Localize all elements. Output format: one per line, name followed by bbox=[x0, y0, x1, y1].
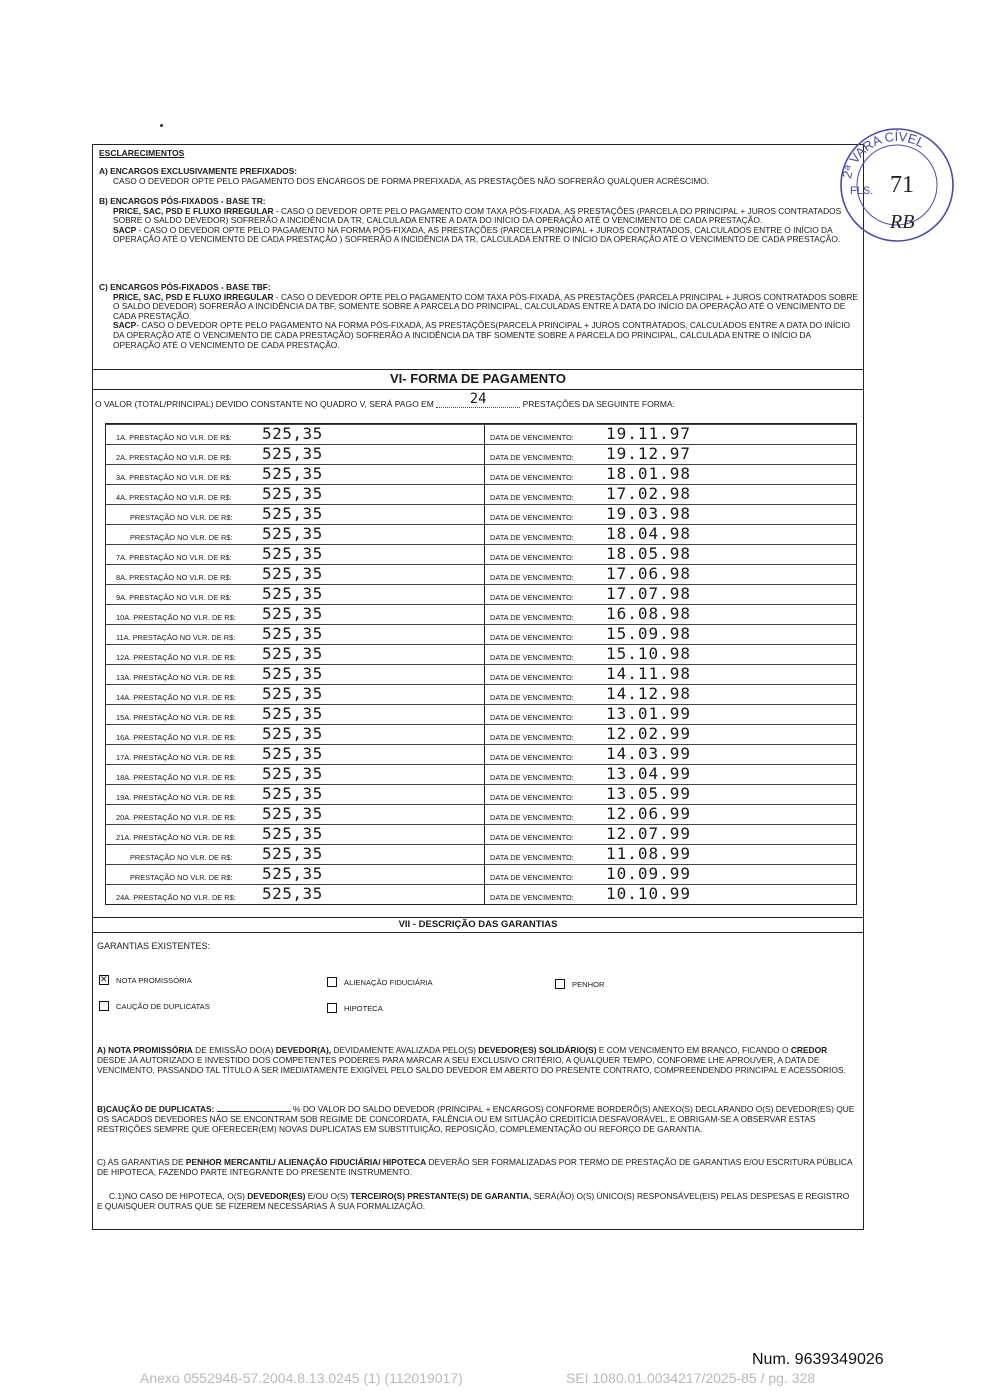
data-vencimento-valor: 14.12.98 bbox=[606, 684, 692, 703]
penhor-label: PENHOR bbox=[572, 979, 605, 989]
esclarecimentos-title: ESCLARECIMENTOS bbox=[99, 148, 185, 158]
garantias-existentes-label: GARANTIAS EXISTENTES: bbox=[97, 941, 211, 951]
data-vencimento-valor: 17.06.98 bbox=[606, 564, 692, 583]
clausula-a-text-3: E COM VENCIMENTO EM BRANCO, FICANDO O bbox=[596, 1045, 791, 1055]
garantias-title: VII - DESCRIÇÃO DAS GARANTIAS bbox=[93, 917, 863, 933]
checkbox-icon[interactable] bbox=[99, 1001, 109, 1011]
prestacao-row bbox=[106, 464, 856, 484]
prestacao-row bbox=[106, 644, 856, 664]
clausula-caucao bbox=[97, 1103, 857, 1134]
prestacao-valor: 525,35 bbox=[262, 504, 323, 523]
caucao-label: CAUÇÃO DE DUPLICATAS bbox=[116, 1001, 210, 1011]
data-vencimento-label: DATA DE VENCIMENTO: bbox=[490, 673, 574, 682]
prestacao-row bbox=[106, 424, 856, 444]
prestacao-label: 10A. PRESTAÇÃO NO VLR. DE R$: bbox=[116, 613, 236, 622]
stamp-fls-number: 71 bbox=[890, 172, 914, 198]
tbf-sacp-text: - CASO O DEVEDOR OPTE PELO PAGAMENTO NA FORMA PÓS-FIXADA, AS PRESTAÇÕES(PARCELA PRINCIPAL + JUROS CONTRATADOS, CALCULADOS ENTRE A DATA DO INÍCIO DA OPERAÇÃO ATÉ O VENCIMENTO DE CADA PRESTAÇÃO) SOFRERÃO A INCIDÊNCIA DA TBF SOMENTE SOBRE A PARCELA DO PRINCIPAL, CALCULADA ENTRE O INÍCIO DA OPERAÇÃO ATÉ O VENCIMENTO DE CADA PRESTAÇÃO. bbox=[113, 320, 851, 350]
data-vencimento-valor: 14.11.98 bbox=[606, 664, 692, 683]
document-number: Num. 9639349026 bbox=[752, 1351, 884, 1368]
clausula-a-solidarios: DEVEDOR(ES) SOLIDÁRIO(S) bbox=[478, 1045, 597, 1055]
prestacao-label: PRESTAÇÃO NO VLR. DE R$: bbox=[130, 873, 233, 882]
prestacao-label: 19A. PRESTAÇÃO NO VLR. DE R$: bbox=[116, 793, 236, 802]
prestacao-row bbox=[106, 864, 856, 884]
data-vencimento-valor: 15.10.98 bbox=[606, 644, 692, 663]
prestacao-label: 1A. PRESTAÇÃO NO VLR. DE R$: bbox=[116, 433, 232, 442]
data-vencimento-valor: 19.12.97 bbox=[606, 444, 692, 463]
data-vencimento-label: DATA DE VENCIMENTO: bbox=[490, 433, 574, 442]
clausula-c-text-1: C) AS GARANTIAS DE bbox=[97, 1157, 186, 1167]
prestacao-valor: 525,35 bbox=[262, 644, 323, 663]
clausula-b-text: % DO VALOR DO SALDO DEVEDOR (PRINCIPAL + ENCARGOS) CONFORME BORDERÔ(S) ANEXO(S) DECLARANDO O(S) DEVEDOR(ES) QUE OS SACADOS DEVEDORES NÃO SE ENCONTRAM SOB REGIME DE CONCORDATA, FALÊNCIA OU EM SITUAÇÃO CREDITÍCIA DESFAVORÁVEL, E OBRIGAM-SE A OBSERVAR ESTAS RESTRIÇÕES SEMPRE QUE OFERECER(EM) NOVAS DUPLICATAS EM SUBSTITUIÇÃO, REPOSIÇÃO, COMPLEMENTAÇÃO OU REFORÇO DE GARANTIA. bbox=[97, 1104, 855, 1134]
data-vencimento-label: DATA DE VENCIMENTO: bbox=[490, 473, 574, 482]
checkbox-icon[interactable] bbox=[555, 979, 565, 989]
contract-page bbox=[92, 144, 864, 1230]
clausula-c-text-2: DEVERÃO SER FORMALIZADAS POR TERMO DE PRESTAÇÃO DE GARANTIAS E/OU ESCRITURA PÚBLICA DE HIPOTECA, FAZENDO PARTE INTEGRANTE DO PRESENTE INSTRUMENTO. bbox=[97, 1157, 853, 1177]
prestacao-row bbox=[106, 544, 856, 564]
checkbox-icon[interactable] bbox=[327, 977, 337, 987]
encargos-prefixados-text: CASO O DEVEDOR OPTE PELO PAGAMENTO DOS ENCARGOS DE FORMA PREFIXADA, AS PRESTAÇÕES NÃO SOFRERÃO QUALQUER ACRÉSCIMO. bbox=[113, 175, 710, 186]
data-vencimento-label: DATA DE VENCIMENTO: bbox=[490, 873, 574, 882]
prestacao-row bbox=[106, 684, 856, 704]
prestacao-row bbox=[106, 444, 856, 464]
percent-blank-field bbox=[217, 1103, 291, 1112]
data-vencimento-valor: 19.11.97 bbox=[606, 424, 692, 443]
prestacao-valor: 525,35 bbox=[262, 744, 323, 763]
prestacao-row bbox=[106, 524, 856, 544]
data-vencimento-label: DATA DE VENCIMENTO: bbox=[490, 893, 574, 902]
prestacao-label: 14A. PRESTAÇÃO NO VLR. DE R$: bbox=[116, 693, 236, 702]
data-vencimento-label: DATA DE VENCIMENTO: bbox=[490, 553, 574, 562]
clausula-a-text-4: DESDE JÁ AUTORIZADO E INVESTIDO DOS COMPETENTES PODERES PARA MARCAR A SEU EXCLUSIVO CRITÉRIO, A QUALQUER TEMPO, CONFORME LHE APROUVER, A DATA DE VENCIMENTO, PASSANDO TAL TÍTULO A SER IMEDIATAMENTE EXIGÍVEL PELO SALDO DEVEDOR EM ABERTO DO PRESENTE CONTRATO, COMPREENDENDO PRINCIPAL E ACESSÓRIOS. bbox=[97, 1055, 846, 1075]
prestacao-valor: 525,35 bbox=[262, 524, 323, 543]
data-vencimento-valor: 17.07.98 bbox=[606, 584, 692, 603]
prestacao-label: 18A. PRESTAÇÃO NO VLR. DE R$: bbox=[116, 773, 236, 782]
prestacao-valor: 525,35 bbox=[262, 424, 323, 443]
valor-line bbox=[95, 391, 675, 412]
prestacao-row bbox=[106, 484, 856, 504]
penhor-option[interactable] bbox=[555, 979, 605, 989]
data-vencimento-label: DATA DE VENCIMENTO: bbox=[490, 793, 574, 802]
data-vencimento-label: DATA DE VENCIMENTO: bbox=[490, 453, 574, 462]
clausula-c-bold: PENHOR MERCANTIL/ ALIENAÇÃO FIDUCIÁRIA/ HIPOTECA bbox=[185, 1157, 427, 1167]
prestacao-label: 4A. PRESTAÇÃO NO VLR. DE R$: bbox=[116, 493, 232, 502]
encargos-pos-tbf-title: C) ENCARGOS PÓS-FIXADOS - BASE TBF: bbox=[99, 282, 271, 292]
data-vencimento-valor: 19.03.98 bbox=[606, 504, 692, 523]
prestacao-row bbox=[106, 804, 856, 824]
stamp-initials: RB bbox=[890, 211, 915, 233]
prestacao-valor: 525,35 bbox=[262, 824, 323, 843]
data-vencimento-label: DATA DE VENCIMENTO: bbox=[490, 493, 574, 502]
data-vencimento-label: DATA DE VENCIMENTO: bbox=[490, 653, 574, 662]
data-vencimento-label: DATA DE VENCIMENTO: bbox=[490, 713, 574, 722]
checked-box-icon[interactable] bbox=[99, 975, 109, 985]
prestacao-label: 3A. PRESTAÇÃO NO VLR. DE R$: bbox=[116, 473, 232, 482]
clausula-c1-text-1: C.1)NO CASO DE HIPOTECA, O(S) bbox=[109, 1191, 248, 1201]
prestacao-row bbox=[106, 824, 856, 844]
prestacao-valor: 525,35 bbox=[262, 684, 323, 703]
alienacao-fiduciaria-option[interactable] bbox=[327, 977, 433, 987]
clausula-nota-promissoria bbox=[97, 1045, 857, 1075]
tbf-price-label: PRICE, SAC, PSD E FLUXO IRREGULAR bbox=[113, 291, 274, 302]
tr-price-label: PRICE, SAC, PSD E FLUXO IRREGULAR bbox=[113, 205, 274, 216]
data-vencimento-valor: 13.04.99 bbox=[606, 764, 692, 783]
data-vencimento-label: DATA DE VENCIMENTO: bbox=[490, 773, 574, 782]
prestacao-valor: 525,35 bbox=[262, 844, 323, 863]
data-vencimento-label: DATA DE VENCIMENTO: bbox=[490, 833, 574, 842]
stamp-vara-text: 2ª VARA CÍVEL bbox=[839, 128, 928, 180]
num-prestacoes-field: 24 bbox=[436, 391, 520, 408]
data-vencimento-label: DATA DE VENCIMENTO: bbox=[490, 533, 574, 542]
footer-sei: SEI 1080.01.0034217/2025-85 / pg. 328 bbox=[566, 1370, 816, 1386]
clausula-c1-devedor: DEVEDOR(ES) bbox=[247, 1191, 306, 1201]
data-vencimento-label: DATA DE VENCIMENTO: bbox=[490, 733, 574, 742]
prestacao-row bbox=[106, 584, 856, 604]
data-vencimento-valor: 12.07.99 bbox=[606, 824, 692, 843]
prestacao-row bbox=[106, 724, 856, 744]
clausula-a-text-2: DEVIDAMENTE AVALIZADA PELO(S) bbox=[331, 1045, 479, 1055]
prestacao-label: 17A. PRESTAÇÃO NO VLR. DE R$: bbox=[116, 753, 236, 762]
prestacao-label: 8A. PRESTAÇÃO NO VLR. DE R$: bbox=[116, 573, 232, 582]
clausula-a-label: A) NOTA PROMISSÓRIA bbox=[97, 1045, 193, 1055]
prestacao-label: 7A. PRESTAÇÃO NO VLR. DE R$: bbox=[116, 553, 232, 562]
prestacao-row bbox=[106, 504, 856, 524]
data-vencimento-valor: 15.09.98 bbox=[606, 624, 692, 643]
prestacoes-table bbox=[105, 423, 857, 905]
data-vencimento-label: DATA DE VENCIMENTO: bbox=[490, 513, 574, 522]
data-vencimento-valor: 11.08.99 bbox=[606, 844, 692, 863]
nota-promissoria-option[interactable] bbox=[99, 975, 192, 985]
prestacao-label: PRESTAÇÃO NO VLR. DE R$: bbox=[130, 853, 233, 862]
forma-pagamento-title: VI- FORMA DE PAGAMENTO bbox=[93, 369, 863, 390]
data-vencimento-label: DATA DE VENCIMENTO: bbox=[490, 753, 574, 762]
data-vencimento-label: DATA DE VENCIMENTO: bbox=[490, 593, 574, 602]
prestacao-valor: 525,35 bbox=[262, 584, 323, 603]
prestacao-valor: 525,35 bbox=[262, 764, 323, 783]
alienacao-label: ALIENAÇÃO FIDUCIÁRIA bbox=[344, 977, 433, 987]
clausula-c1-text-3: SERÁ(ÃO) O(S) ÚNICO(S) RESPONSÁVEL(EIS) PELAS DESPESAS E REGISTRO E QUAISQUER OUTRAS QUE SE FIZEREM NECESSÁRIAS À SUA FORMALIZAÇÃO. bbox=[97, 1191, 850, 1211]
valor-prefix: O VALOR (TOTAL/PRINCIPAL) DEVIDO CONSTANTE NO QUADRO V, SERÁ PAGO EM bbox=[95, 399, 434, 409]
prestacao-label: 16A. PRESTAÇÃO NO VLR. DE R$: bbox=[116, 733, 236, 742]
prestacao-label: 24A. PRESTAÇÃO NO VLR. DE R$: bbox=[116, 893, 236, 902]
prestacao-label: 11A. PRESTAÇÃO NO VLR. DE R$: bbox=[116, 633, 236, 642]
clausula-a-devedor: DEVEDOR(A), bbox=[275, 1045, 332, 1055]
stamp-fls-label: FLS. bbox=[850, 185, 874, 197]
data-vencimento-label: DATA DE VENCIMENTO: bbox=[490, 633, 574, 642]
prestacao-row bbox=[106, 604, 856, 624]
tbf-price-text: - CASO O DEVEDOR OPTE PELO PAGAMENTO COM TAXA PÓS-FIXADA, AS PRESTAÇÕES (PARCELA PRINCIPAL + JUROS CONTRATADOS SOBRE O SALDO DEVEDOR) SOFRERÃO A INCIDÊNCIA DA TBF, SOMENTE SOBRE A PARCELA DO PRINCIPAL, CALCULADAS ENTRE A DATA DO INÍCIO DA OPERAÇÃO ATÉ O VENCIMENTO DE CADA PRESTAÇÃO. bbox=[113, 291, 858, 321]
prestacao-valor: 525,35 bbox=[262, 784, 323, 803]
prestacao-row bbox=[106, 564, 856, 584]
clausula-b-label: B)CAUÇÃO DE DUPLICATAS: bbox=[97, 1104, 215, 1114]
data-vencimento-valor: 12.06.99 bbox=[606, 804, 692, 823]
clausula-hipoteca bbox=[97, 1191, 857, 1211]
clausula-a-credor: CREDOR bbox=[790, 1045, 828, 1055]
caucao-duplicatas-option[interactable] bbox=[99, 1001, 210, 1011]
data-vencimento-valor: 18.05.98 bbox=[606, 544, 692, 563]
court-stamp bbox=[836, 124, 958, 246]
checkbox-icon[interactable] bbox=[327, 1003, 337, 1013]
tbf-sacp-label: SACP bbox=[113, 320, 137, 331]
data-vencimento-valor: 16.08.98 bbox=[606, 604, 692, 623]
prestacao-valor: 525,35 bbox=[262, 704, 323, 723]
data-vencimento-valor: 12.02.99 bbox=[606, 724, 692, 743]
prestacao-row bbox=[106, 884, 856, 904]
esclarecimentos-section bbox=[93, 145, 863, 370]
tr-sacp-label: SACP bbox=[113, 224, 137, 235]
prestacao-valor: 525,35 bbox=[262, 724, 323, 743]
data-vencimento-valor: 13.05.99 bbox=[606, 784, 692, 803]
prestacao-valor: 525,35 bbox=[262, 664, 323, 683]
prestacao-row bbox=[106, 744, 856, 764]
prestacao-row bbox=[106, 784, 856, 804]
data-vencimento-valor: 14.03.99 bbox=[606, 744, 692, 763]
prestacao-valor: 525,35 bbox=[262, 604, 323, 623]
prestacao-label: 20A. PRESTAÇÃO NO VLR. DE R$: bbox=[116, 813, 236, 822]
tr-price-text: - CASO O DEVEDOR OPTE PELO PAGAMENTO COM TAXA PÓS-FIXADA, AS PRESTAÇÕES (PARCELA DO PRINCIPAL + JUROS CONTRATADOS SOBRE O SALDO DEVEDOR) SOFRERÃO A INCIDÊNCIA DA TR, CALCULADA ENTRE A DATA DO INÍCIO DA OPERAÇÃO ATÉ O VENCIMENTO DE CADA PRESTAÇÃO. bbox=[113, 205, 842, 226]
prestacao-label: PRESTAÇÃO NO VLR. DE R$: bbox=[130, 533, 233, 542]
clausula-penhor bbox=[97, 1157, 857, 1177]
prestacao-row bbox=[106, 664, 856, 684]
prestacao-label: 21A. PRESTAÇÃO NO VLR. DE R$: bbox=[116, 833, 236, 842]
prestacao-row bbox=[106, 624, 856, 644]
prestacao-row bbox=[106, 764, 856, 784]
scan-speck bbox=[160, 124, 163, 127]
prestacao-label: 15A. PRESTAÇÃO NO VLR. DE R$: bbox=[116, 713, 236, 722]
data-vencimento-valor: 18.01.98 bbox=[606, 464, 692, 483]
data-vencimento-valor: 18.04.98 bbox=[606, 524, 692, 543]
encargos-pos-tbf bbox=[99, 283, 859, 350]
encargos-prefixados bbox=[99, 167, 859, 186]
prestacao-label: PRESTAÇÃO NO VLR. DE R$: bbox=[130, 513, 233, 522]
hipoteca-label: HIPOTECA bbox=[344, 1003, 383, 1013]
data-vencimento-label: DATA DE VENCIMENTO: bbox=[490, 853, 574, 862]
valor-suffix: PRESTAÇÕES DA SEGUINTE FORMA: bbox=[522, 399, 675, 409]
clausula-c1-text-2: E/OU O(S) bbox=[305, 1191, 351, 1201]
prestacao-valor: 525,35 bbox=[262, 544, 323, 563]
prestacao-label: 2A. PRESTAÇÃO NO VLR. DE R$: bbox=[116, 453, 232, 462]
clausula-a-text-1: DE EMISSÃO DO(A) bbox=[192, 1045, 276, 1055]
prestacao-valor: 525,35 bbox=[262, 484, 323, 503]
prestacao-valor: 525,35 bbox=[262, 624, 323, 643]
prestacao-valor: 525,35 bbox=[262, 864, 323, 883]
prestacao-valor: 525,35 bbox=[262, 804, 323, 823]
hipoteca-option[interactable] bbox=[327, 1003, 383, 1013]
data-vencimento-label: DATA DE VENCIMENTO: bbox=[490, 813, 574, 822]
data-vencimento-label: DATA DE VENCIMENTO: bbox=[490, 693, 574, 702]
prestacao-label: 13A. PRESTAÇÃO NO VLR. DE R$: bbox=[116, 673, 236, 682]
prestacao-label: 9A. PRESTAÇÃO NO VLR. DE R$: bbox=[116, 593, 232, 602]
data-vencimento-valor: 10.10.99 bbox=[606, 884, 692, 903]
data-vencimento-label: DATA DE VENCIMENTO: bbox=[490, 573, 574, 582]
prestacao-valor: 525,35 bbox=[262, 464, 323, 483]
prestacao-valor: 525,35 bbox=[262, 444, 323, 463]
data-vencimento-valor: 17.02.98 bbox=[606, 484, 692, 503]
encargos-prefixados-title: A) ENCARGOS EXCLUSIVAMENTE PREFIXADOS: bbox=[99, 166, 298, 176]
prestacao-label: 12A. PRESTAÇÃO NO VLR. DE R$: bbox=[116, 653, 236, 662]
tr-sacp-text: - CASO O DEVEDOR OPTE PELO PAGAMENTO NA FORMA PÓS-FIXADA, AS PRESTAÇÕES (PARCELA PRINCIPAL + JUROS CONTRATADOS, CALCULADOS ENTRE O INÍCIO DA OPERAÇÃO ATÉ O VENCIMENTO DE CADA PRESTAÇÃO ) SOFRERÃO A INCIDÊNCIA DA TR, CALCULADA ENTRE O INÍCIO DA OPERAÇÃO ATÉ O VENCIMENTO DE CADA PRESTAÇÃO. bbox=[113, 224, 841, 245]
data-vencimento-valor: 10.09.99 bbox=[606, 864, 692, 883]
prestacao-valor: 525,35 bbox=[262, 884, 323, 903]
prestacao-valor: 525,35 bbox=[262, 564, 323, 583]
prestacao-row bbox=[106, 844, 856, 864]
footer-anexo: Anexo 0552946-57.2004.8.13.0245 (1) (112019017) bbox=[140, 1370, 463, 1386]
clausula-c1-terceiro: TERCEIRO(S) PRESTANTE(S) DE GARANTIA, bbox=[350, 1191, 532, 1201]
data-vencimento-valor: 13.01.99 bbox=[606, 704, 692, 723]
data-vencimento-label: DATA DE VENCIMENTO: bbox=[490, 613, 574, 622]
prestacao-row bbox=[106, 704, 856, 724]
encargos-pos-tr bbox=[99, 197, 859, 245]
nota-promissoria-label: NOTA PROMISSÓRIA bbox=[116, 975, 192, 985]
encargos-pos-tr-title: B) ENCARGOS PÓS-FIXADOS - BASE TR: bbox=[99, 196, 266, 206]
